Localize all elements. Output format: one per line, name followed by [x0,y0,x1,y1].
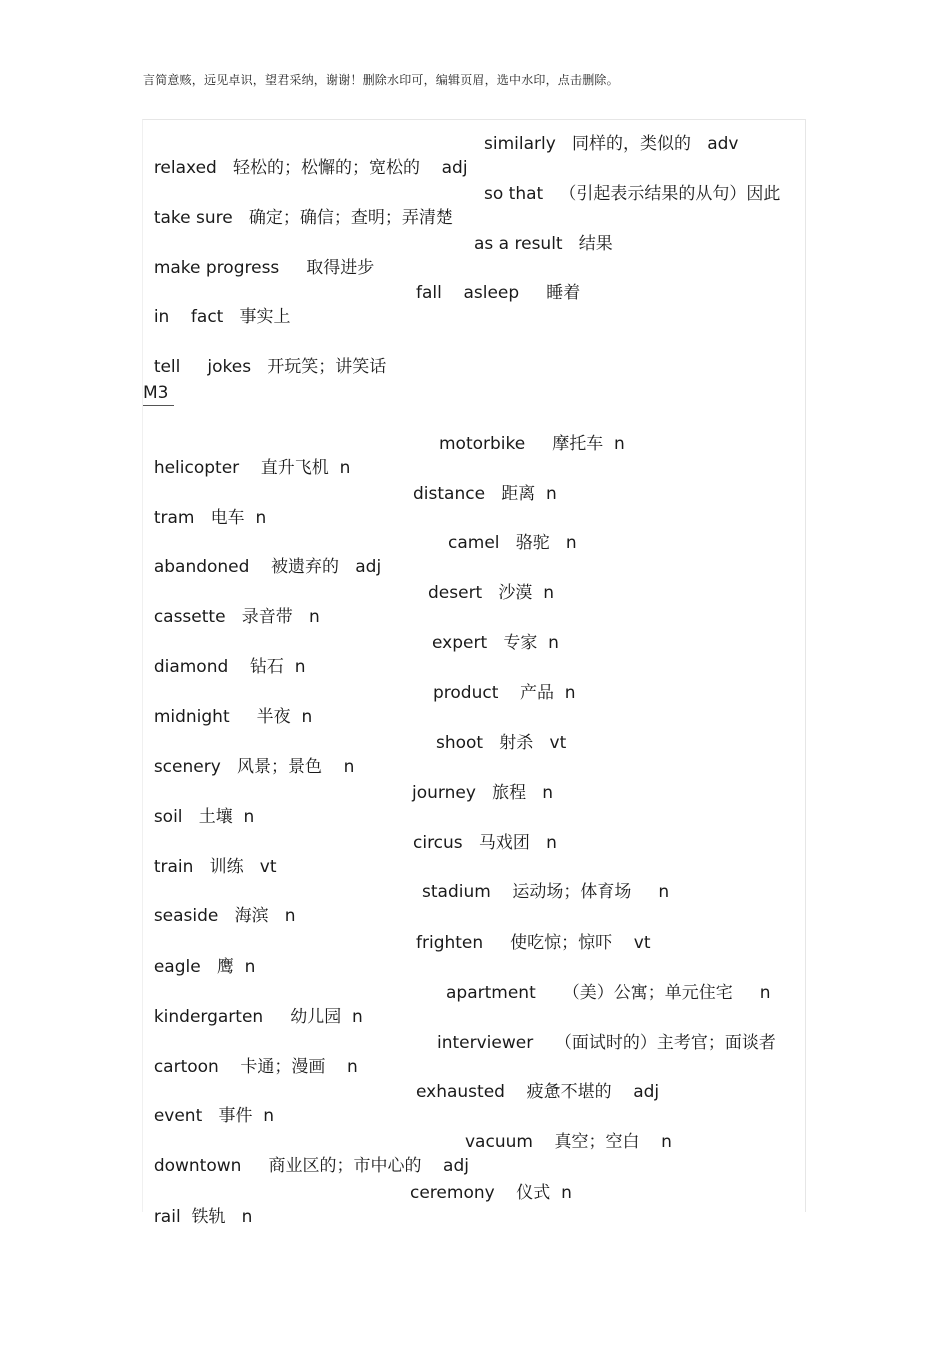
vocab-entry: relaxed 轻松的；松懈的；宽松的 adj [153,158,468,178]
vocab-entry: scenery 风景；景色 n [153,757,355,777]
vocab-line [143,132,739,178]
vocab-entry: seaside 海滨 n [153,906,296,926]
vocab-entry: stadium 运动场；体育场 n [422,882,670,902]
vocab-entry: midnight 半夜 n [153,707,313,727]
vocab-entry: circus 马戏团 n [413,833,557,853]
vocab-line [143,1080,660,1126]
vocab-entry: product 产品 n [433,683,576,703]
vocab-entry: take sure 确定；确信；查明；弄清楚 [153,208,453,228]
section-title-m3: M3 [143,381,174,406]
vocab-entry: as a result 结果 [474,234,613,254]
vocab-line [143,581,555,627]
vocab-line [143,232,613,278]
vocab-entry: journey 旅程 n [412,783,554,803]
vocab-entry: interviewer （面试时的）主考官；面谈者 [437,1033,776,1053]
vocab-entry: expert 专家 n [432,633,559,653]
vocab-line [143,1130,672,1176]
vocab-line [143,182,781,228]
vocab-entry: cartoon 卡通；漫画 n [153,1057,358,1077]
vocab-entry: tram 电车 n [153,508,267,528]
vocab-line [143,1181,572,1227]
vocab-entry: exhausted 疲惫不堪的 adj [416,1082,660,1102]
vocab-entry: shoot 射杀 vt [436,733,567,753]
vocab-entry: frighten 使吃惊；惊吓 vt [416,933,651,953]
vocab-line [143,432,625,478]
vocab-entry: vacuum 真空；空白 n [465,1132,672,1152]
vocab-line [143,1031,776,1077]
vocab-entry: so that （引起表示结果的从句）因此 [484,184,781,204]
vocab-entry: helicopter 直升飞机 n [153,458,351,478]
vocab-entry: abandoned 被遗弃的 adj [153,557,382,577]
vocab-entry: make progress 取得进步 [153,258,375,278]
vocab-line [143,281,581,327]
vocab-line [143,331,387,377]
vocab-line [143,781,554,827]
vocab-entry: event 事件 n [153,1106,275,1126]
vocab-line [143,831,557,877]
vocab-line [143,681,576,727]
vocab-entry: eagle 鹰 n [153,957,256,977]
vocab-entry: camel 骆驼 n [448,533,577,553]
vocab-entry: rail 铁轨 n [153,1207,253,1227]
vocab-line [143,981,771,1027]
vocab-entry: distance 距离 n [413,484,557,504]
vocab-line [143,631,559,677]
vocab-entry: desert 沙漠 n [428,583,555,603]
vocab-entry: motorbike 摩托车 n [439,434,625,454]
vocab-entry: downtown 商业区的；市中心的 adj [153,1156,469,1176]
vocab-entry: similarly 同样的，类似的 adv [484,134,739,154]
vocab-entry: diamond 钻石 n [153,657,306,677]
vocab-entry: fall asleep 睡着 [416,283,581,303]
vocab-entry: kindergarten 幼儿园 n [153,1007,363,1027]
vocab-entry: in fact 事实上 [153,307,291,327]
vocab-entry: train 训练 vt [153,857,277,877]
vocab-entry: soil 土壤 n [153,807,255,827]
vocab-entry: tell jokes 开玩笑；讲笑话 [153,357,387,377]
vocab-line [143,731,567,777]
vocab-entry: cassette 录音带 n [153,607,320,627]
vocab-entry: ceremony 仪式 n [410,1183,572,1203]
vocab-line [143,531,577,577]
watermark-note: 言简意赅，远见卓识，望君采纳，谢谢！删除水印可，编辑页眉，选中水印，点击删除。 [143,73,619,87]
vocab-line [143,880,670,926]
vocab-entry: apartment （美）公寓；单元住宅 n [446,983,771,1003]
vocab-line [143,931,651,977]
vocab-line [143,482,557,528]
